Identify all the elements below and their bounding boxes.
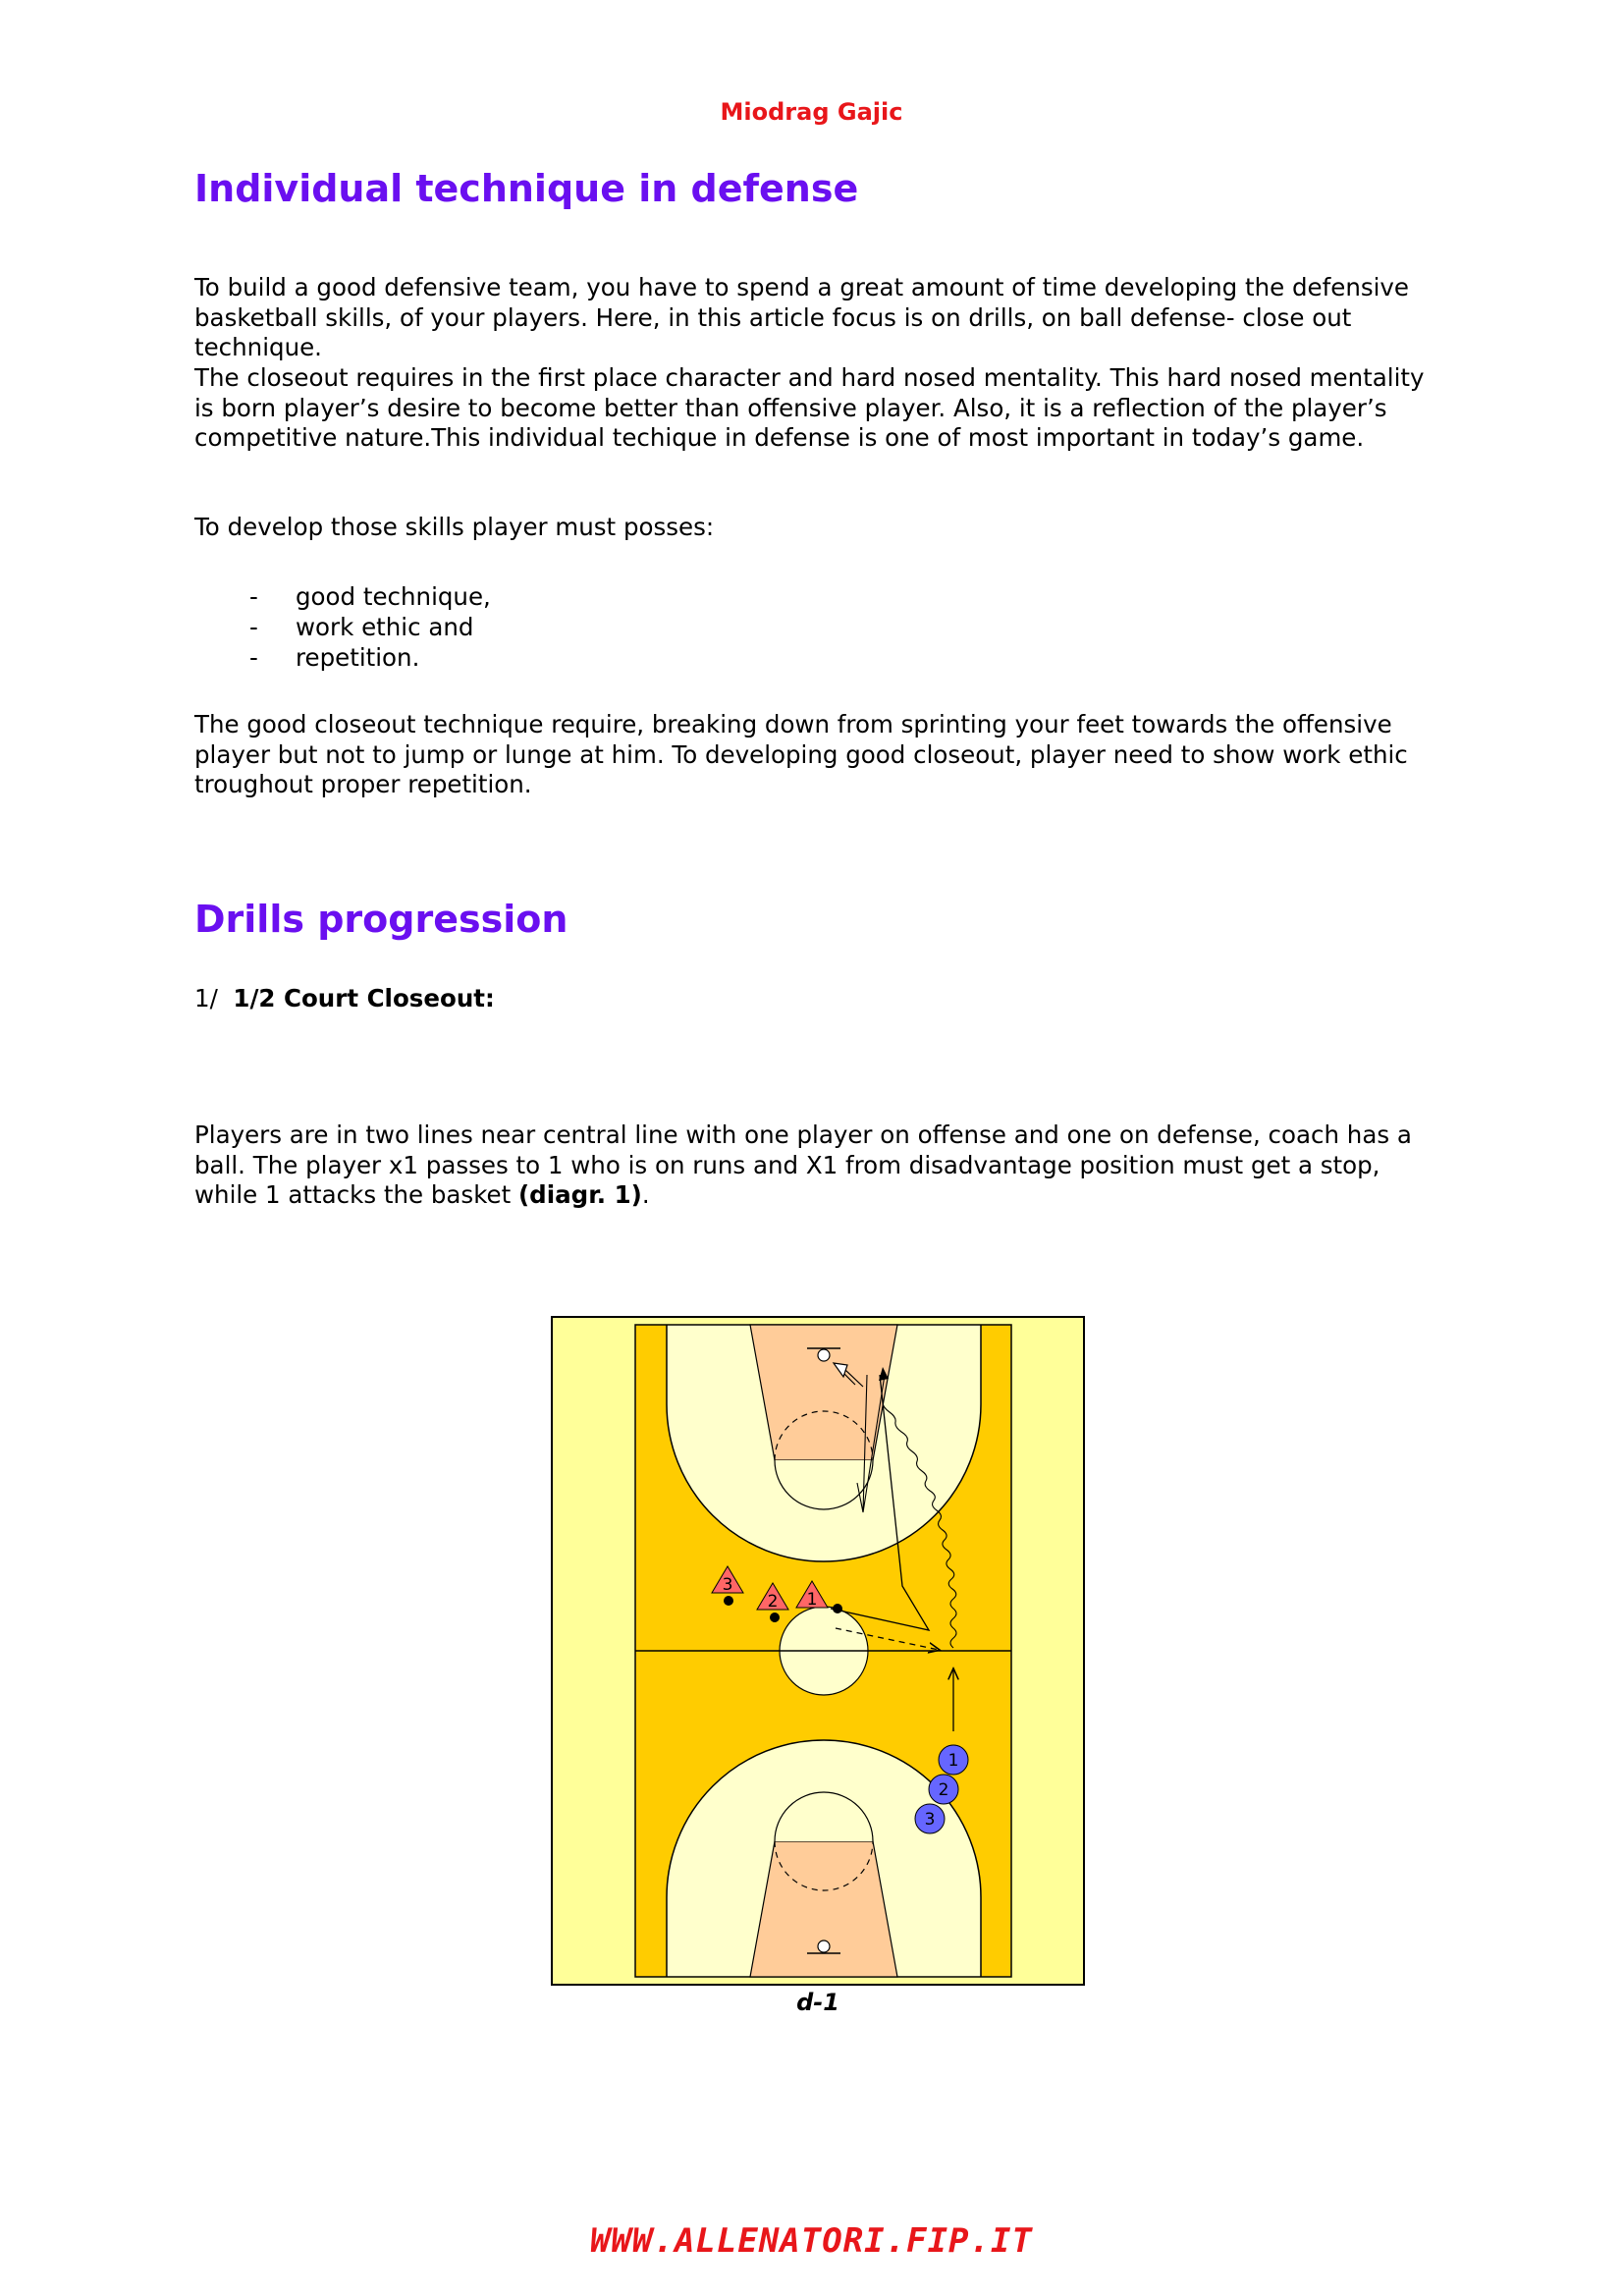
paint-bottom	[750, 1841, 897, 1977]
offense-label: 2	[938, 1780, 949, 1800]
ball	[833, 1604, 842, 1613]
drill-1-heading	[194, 984, 495, 1013]
defender-label: 1	[806, 1590, 818, 1610]
offense-label: 3	[924, 1810, 936, 1830]
diagram-caption: d-1	[796, 1989, 839, 2016]
list-item: - good technique,	[194, 581, 491, 612]
section-heading-drills: Drills progression	[194, 898, 568, 941]
diagram-reference: (diagr. 1)	[517, 1180, 642, 1209]
hoop-top	[818, 1349, 830, 1361]
author-name: Miodrag Gajic	[720, 98, 903, 126]
drill-desc-text: Players are in two lines near central line with one player on offense and one on defense, coach has a ball. The player x1 passes to 1 who is on runs and X1 from disadvantage position must get a stop, while 1 attacks the basket	[194, 1121, 1412, 1209]
offense-3	[915, 1804, 945, 1833]
offense-label: 1	[947, 1751, 959, 1771]
defender-label: 2	[767, 1592, 779, 1612]
offense-1	[939, 1745, 968, 1775]
drill-title: 1/2 Court Closeout:	[233, 984, 495, 1012]
intro-paragraph-4: The good closeout technique require, breaking down from sprinting your feet towards the offensive player but not to jump or lunge at him. To developing good closeout, player need to show work ethic troughout proper repetition.	[194, 710, 1408, 798]
skills-list	[194, 581, 491, 673]
ball	[770, 1613, 780, 1622]
list-item: - work ethic and	[194, 612, 491, 642]
ball	[724, 1596, 733, 1606]
court-diagram	[551, 1316, 1085, 1986]
article-title: Individual technique in defense	[194, 167, 859, 210]
footer-website[interactable]: WWW.ALLENATORI.FIP.IT	[590, 2221, 1033, 2261]
offense-2	[929, 1775, 958, 1804]
drill-number: 1/	[194, 984, 218, 1012]
hoop-bottom	[818, 1941, 830, 1952]
paint-top	[750, 1325, 897, 1460]
drill-1-description	[194, 1121, 1441, 1211]
defender-label: 3	[722, 1575, 733, 1595]
list-item: - repetition.	[194, 642, 491, 673]
drill-desc-end: .	[641, 1180, 650, 1209]
intro-paragraph-2: The closeout requires in the first place character and hard nosed mentality. This hard nosed mentality is born player’s desire to become better than offensive player. Also, it is a reflection of the player’s competitive nature.This individual techique in defense is one of most important in today’s game.	[194, 363, 1425, 452]
intro-paragraph-1: To build a good defensive team, you have to spend a great amount of time developing the defensive basketball skills, of your players. Here, in this article focus is on drills, on ball defense- close out technique.	[194, 273, 1409, 361]
intro-paragraph-3: To develop those skills player must posses:	[194, 513, 715, 541]
